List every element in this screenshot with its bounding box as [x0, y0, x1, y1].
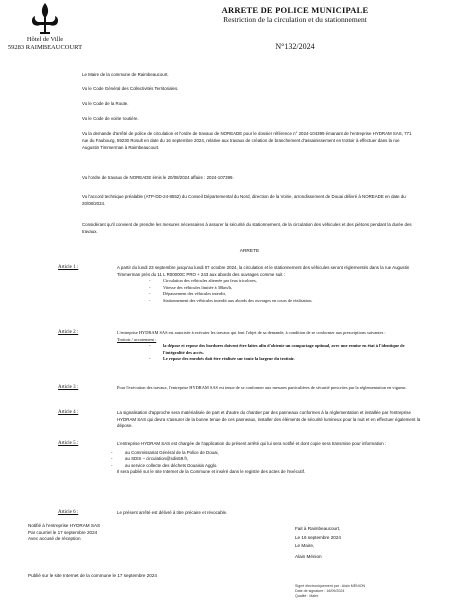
preamble-cgct: Vu le Code Général des Collectivités Territoriales.: [82, 86, 179, 91]
esign-line: Signé électroniquement par : Alain MÉNION: [295, 584, 366, 588]
document-subtitle: Restriction de la circulation et du stationnement: [223, 15, 367, 24]
article1-item: - Circulation des véhicules alternée par feux tricolores,: [163, 278, 422, 285]
esign-line: Qualité : Maire: [295, 594, 319, 598]
article3-label: Article 3 :: [58, 385, 79, 390]
preamble-mayor: Le Maire de la commune de Raimbeaucourt.: [82, 72, 169, 77]
notification-line: Avec accusé de réception: [28, 536, 81, 542]
article4-text: La signalisation d'approche sera matérialisée de part et d'autre du chantier par des panneaux conformes à la réglementation et installée par l'entreprise HYDRAM SAS qui devra s'assurer de la bonne tenue de ces panneaux, installer des éléments de sécurité lumineux pour la nuit et en effectuer également la dépose.: [117, 410, 421, 429]
article5-item: - au Commissariat Général de la Police de Douai,: [125, 450, 422, 457]
article6-label: Article 6 :: [58, 510, 79, 515]
electronic-signature-stamp: [295, 584, 435, 599]
article2-item: - la dépose et repose des bordures doivent être faites afin d'obtenir un compactage optimal, avec une remise en état à l'identique de l'intégralité des accès.: [163, 343, 422, 356]
preamble-code-route: Vu le Code de la Route.: [82, 101, 129, 106]
article1-label: Article 1 :: [58, 265, 79, 270]
article2-item: - Le repose des enrobés doit être réalisée sur toute la largeur du trottoir.: [163, 356, 422, 363]
article2-intro: L'entreprise HYDRAM SAS est autorisée à exécuter les travaux qui font l'objet de sa demande, à condition de se conformer aux prescriptions suivantes :: [117, 330, 386, 335]
town-hall-line1: Hôtel de Ville: [26, 36, 64, 43]
town-hall-line2: 59283 RAIMBEAUCOURT: [7, 44, 83, 51]
signature-date: Le 16 septembre 2024: [295, 534, 341, 540]
article5-item: - au service collecte des déchets Douaisis Agglo.: [125, 463, 422, 470]
document-title: ARRETE DE POLICE MUNICIPALE: [221, 5, 369, 15]
article1-body: [117, 265, 422, 305]
article1-intro: A partir du lundi 23 septembre jusqu'au lundi 07 octobre 2024, la circulation et le stationnement des véhicules seront réglementés dans la rue Augustin Timmerman près du 11 L R00000C PRO + 243 aux abords des ouvrages comme suit :: [117, 265, 410, 277]
article4-label: Article 4 :: [58, 410, 79, 415]
article2-body: [117, 330, 422, 363]
signature-name: Alain Ménion: [295, 553, 322, 559]
notification-block: [28, 523, 228, 543]
article5-label: Article 5 :: [58, 441, 79, 446]
preamble-considering: Considérant qu'il convient de prendre les mesures nécessaires à assurer la sécurité du stationnement, de la circulation des véhicules et des piétons pendant la durée des travaux.: [82, 222, 412, 234]
article5-outro: Il sera publié sur le site Internet de la Commune et inséré dans le registre des actes de l'exécutif.: [117, 469, 306, 475]
preamble-code-voirie: Vu le Code de voirie routière.: [82, 116, 139, 121]
article5-item: - au SDIS – circulation@sdis59.fr,: [125, 456, 422, 463]
signature-block: [295, 525, 435, 561]
preamble-work-order: Vu l'ordre de travaux de NOREADE émis le 20/08/2024 affaire : 2024-107399.: [82, 175, 234, 180]
article1-item: - Stationnement des véhicules interdit aux abords des ouvrages en cours de réalisation.: [163, 298, 422, 305]
esign-line: Date de signature : 16/09/2024: [295, 589, 345, 593]
publication-notice: Publié sur le site Internet de la commune le 17 septembre 2024: [28, 573, 157, 578]
article1-item: - Dépassement des véhicules interdit,: [163, 291, 422, 298]
preamble-technical-agreement: Vu l'accord technique préalable (ATP-DD-24-8552) du Conseil Départemental du Nord, direction de la Voirie, arrondissement de Douai délivré à NOREADE en date du 20/08/2024.: [82, 194, 406, 206]
decree-number: N°132/2024: [275, 42, 315, 51]
article5-intro: L'entreprise HYDRAM SAS est chargée de l'application du présent arrêté qui lui sera notifié et dont copie sera transmise pour information :: [117, 441, 387, 446]
article3-text: Pour l'exécution des travaux, l'entreprise HYDRAM SAS est tenue de se conformer aux mesures particulières de sécurité prescrites par la réglementation en vigueur.: [117, 385, 407, 390]
arrete-heading: ARRETE: [239, 249, 260, 254]
town-hall-address: [0, 36, 90, 52]
article5-body: [117, 441, 422, 476]
article6-text: Le présent arrêté est délivré à titre précaire et révocable.: [117, 510, 228, 515]
article1-item: - Vitesse des véhicules limitée à 30km/h,: [163, 285, 422, 292]
signature-role: Le Maire,: [295, 543, 315, 549]
article2-label: Article 2 :: [58, 330, 79, 335]
fleur-de-lis-icon: [30, 2, 60, 36]
notification-line: Par courriel le 17 septembre 2024: [28, 529, 98, 535]
article2-subheading: Trottoir / accotement :: [117, 336, 157, 342]
notification-line: Notifié à l'entreprise HYDRAM SAS: [28, 523, 101, 528]
preamble-request: Vu la demande d'arrêté de police de circulation et l'ordre de travaux de NOREADE pour le dossier référence n° 2024-104399 émanant de l'entreprise HYDRAM SAS, 771 rue du Faubourg, 59230 Rosult en date du 16 septembre 2024, relative aux travaux de création de branchement d'assainissement en trottoir à effectuer dans la rue Augustin Timmerman à Raimbeaucourt.: [82, 131, 412, 150]
signature-place: Fait à Raimbeaucourt,: [295, 526, 341, 531]
